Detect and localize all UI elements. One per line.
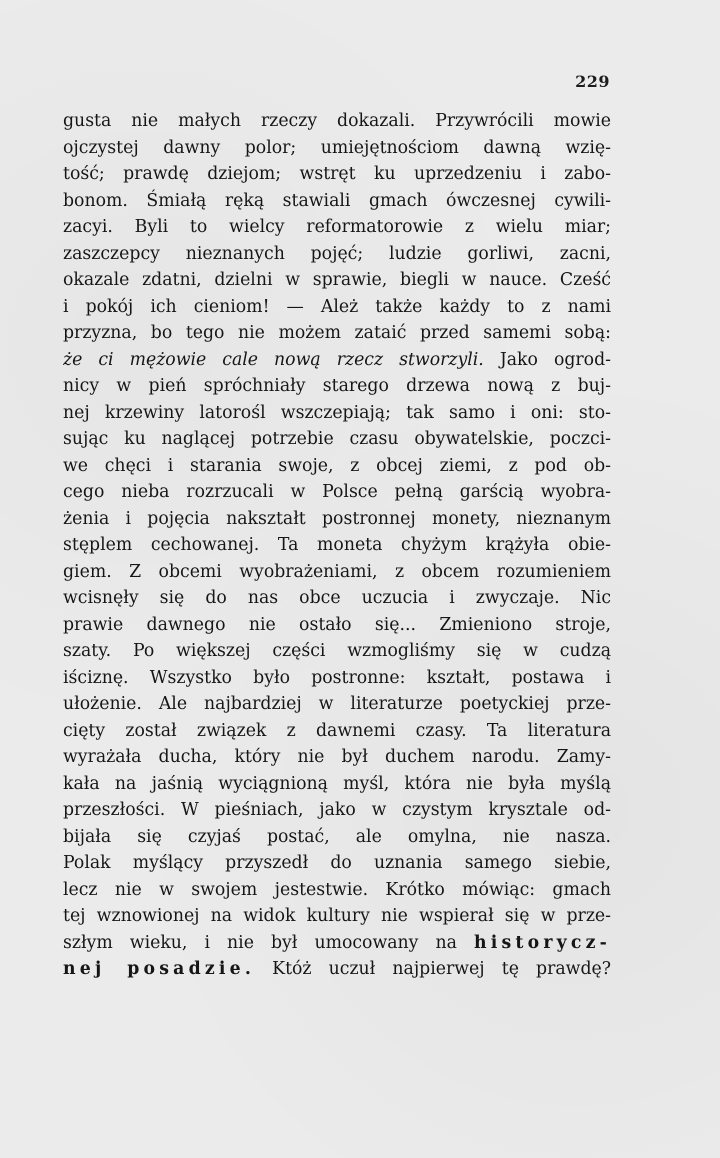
text-line <box>63 718 611 745</box>
text-line <box>63 108 611 135</box>
text-line <box>63 771 611 798</box>
text-line <box>63 426 611 453</box>
text-segment: tość; prawdę dziejom; wstręt ku uprzedzeniu i zabo- <box>63 164 611 184</box>
text-line <box>63 559 611 586</box>
text-line <box>63 453 611 480</box>
text-line <box>63 956 611 983</box>
text-segment: sując ku naglącej potrzebie czasu obywatelskie, poczci- <box>63 429 611 449</box>
text-segment: prawie dawnego nie ostało się... Zmieniono stroje, <box>63 614 611 635</box>
text-line <box>63 135 611 162</box>
text-segment: cego nieba rozrzucali w Polsce pełną garścią wyobra- <box>63 482 611 502</box>
text-segment: tej wznowionej na widok kultury nie wspierał się w prze- <box>63 906 611 926</box>
text-segment: żenia i pojęcia nakształt postronnej monety, nieznanym <box>63 508 611 529</box>
text-segment: Polak myślący przyszedł do uznania samego siebie, <box>63 853 611 873</box>
text-line <box>63 320 611 347</box>
text-line <box>63 744 611 771</box>
text-segment: przyzna, bo tego nie możem zataić przed samemi sobą: <box>63 323 611 343</box>
text-line <box>63 665 611 692</box>
text-line <box>63 347 611 374</box>
text-segment: we chęci i starania swoje, z obcej ziemi, z pod ob- <box>63 455 611 476</box>
text-segment: gusta nie małych rzeczy dokazali. Przywrócili mowie <box>63 111 611 131</box>
text-line <box>63 585 611 612</box>
text-line <box>63 797 611 824</box>
text-segment: wcisnęły się do nas obce uczucia i zwyczaje. Nic <box>63 588 611 608</box>
text-line <box>63 214 611 241</box>
text-segment: cięty został związek z dawnemi czasy. Ta literatura <box>63 720 611 741</box>
text-segment: przeszłości. W pieśniach, jako w czystym krysztale od- <box>63 800 611 820</box>
text-segment: bijała się czyjaś postać, ale omylna, nie nasza. <box>63 826 611 847</box>
text-line <box>63 294 611 321</box>
text-line <box>63 267 611 294</box>
text-line <box>63 850 611 877</box>
text-line <box>63 930 611 957</box>
text-line <box>63 877 611 904</box>
text-line <box>63 373 611 400</box>
text-line <box>63 612 611 639</box>
text-line <box>63 638 611 665</box>
body-text <box>63 108 611 983</box>
text-segment: wyrażała ducha, który nie był duchem narodu. Zamy- <box>63 747 611 767</box>
text-segment: kała na jaśnią wyciągnioną myśl, która nie była myślą <box>63 773 611 794</box>
text-segment: okazale zdatni, dzielni w sprawie, biegli w nauce. Cześć <box>63 270 611 290</box>
spaced-text: nej posadzie. <box>63 959 256 979</box>
text-segment: Któż uczuł najpierwej tę prawdę? <box>255 959 611 979</box>
text-line <box>63 241 611 268</box>
text-line <box>63 506 611 533</box>
text-segment: ojczystej dawny polor; umiejętnościom dawną wzię- <box>63 137 611 158</box>
text-segment: zaszczepcy nieznanych pojęć; ludzie gorliwi, zacni, <box>63 243 611 264</box>
text-segment: iściznę. Wszystko było postronne: kształt, postawa i <box>63 667 611 688</box>
text-segment: zacyi. Byli to wielcy reformatorowie z wielu miar; <box>63 217 611 237</box>
text-line <box>63 824 611 851</box>
text-line <box>63 691 611 718</box>
page-number: 229 <box>575 72 610 91</box>
spaced-text: historycz- <box>473 932 611 953</box>
text-segment: i pokój ich cieniom! — Ależ także każdy to z nami <box>63 296 611 317</box>
text-segment: giem. Z obcemi wyobrażeniami, z obcem rozumieniem <box>63 561 611 582</box>
text-line <box>63 161 611 188</box>
text-segment: Jako ogrod- <box>483 349 611 370</box>
text-segment: nej krzewiny latorośl wszczepiają; tak samo i oni: sto- <box>63 402 611 423</box>
italic-text: że ci mężowie cale nową rzecz stworzyli. <box>63 349 484 370</box>
text-segment: szłym wieku, i nie był umocowany na <box>63 932 474 953</box>
text-line <box>63 479 611 506</box>
text-segment: bonom. Śmiałą ręką stawiali gmach ówczesnej cywili- <box>63 190 611 211</box>
text-segment: szaty. Po większej części wzmogliśmy się w cudzą <box>63 641 611 661</box>
text-line <box>63 188 611 215</box>
text-segment: stęplem cechowanej. Ta moneta chyżym krążyła obie- <box>63 535 611 555</box>
text-segment: ułożenie. Ale najbardziej w literaturze poetyckiej prze- <box>63 694 611 714</box>
text-line <box>63 400 611 427</box>
text-line <box>63 903 611 930</box>
text-segment: lecz nie w swojem jestestwie. Krótko mówiąc: gmach <box>63 879 611 900</box>
text-line <box>63 532 611 559</box>
text-segment: nicy w pień spróchniały starego drzewa nową z buj- <box>63 376 611 396</box>
